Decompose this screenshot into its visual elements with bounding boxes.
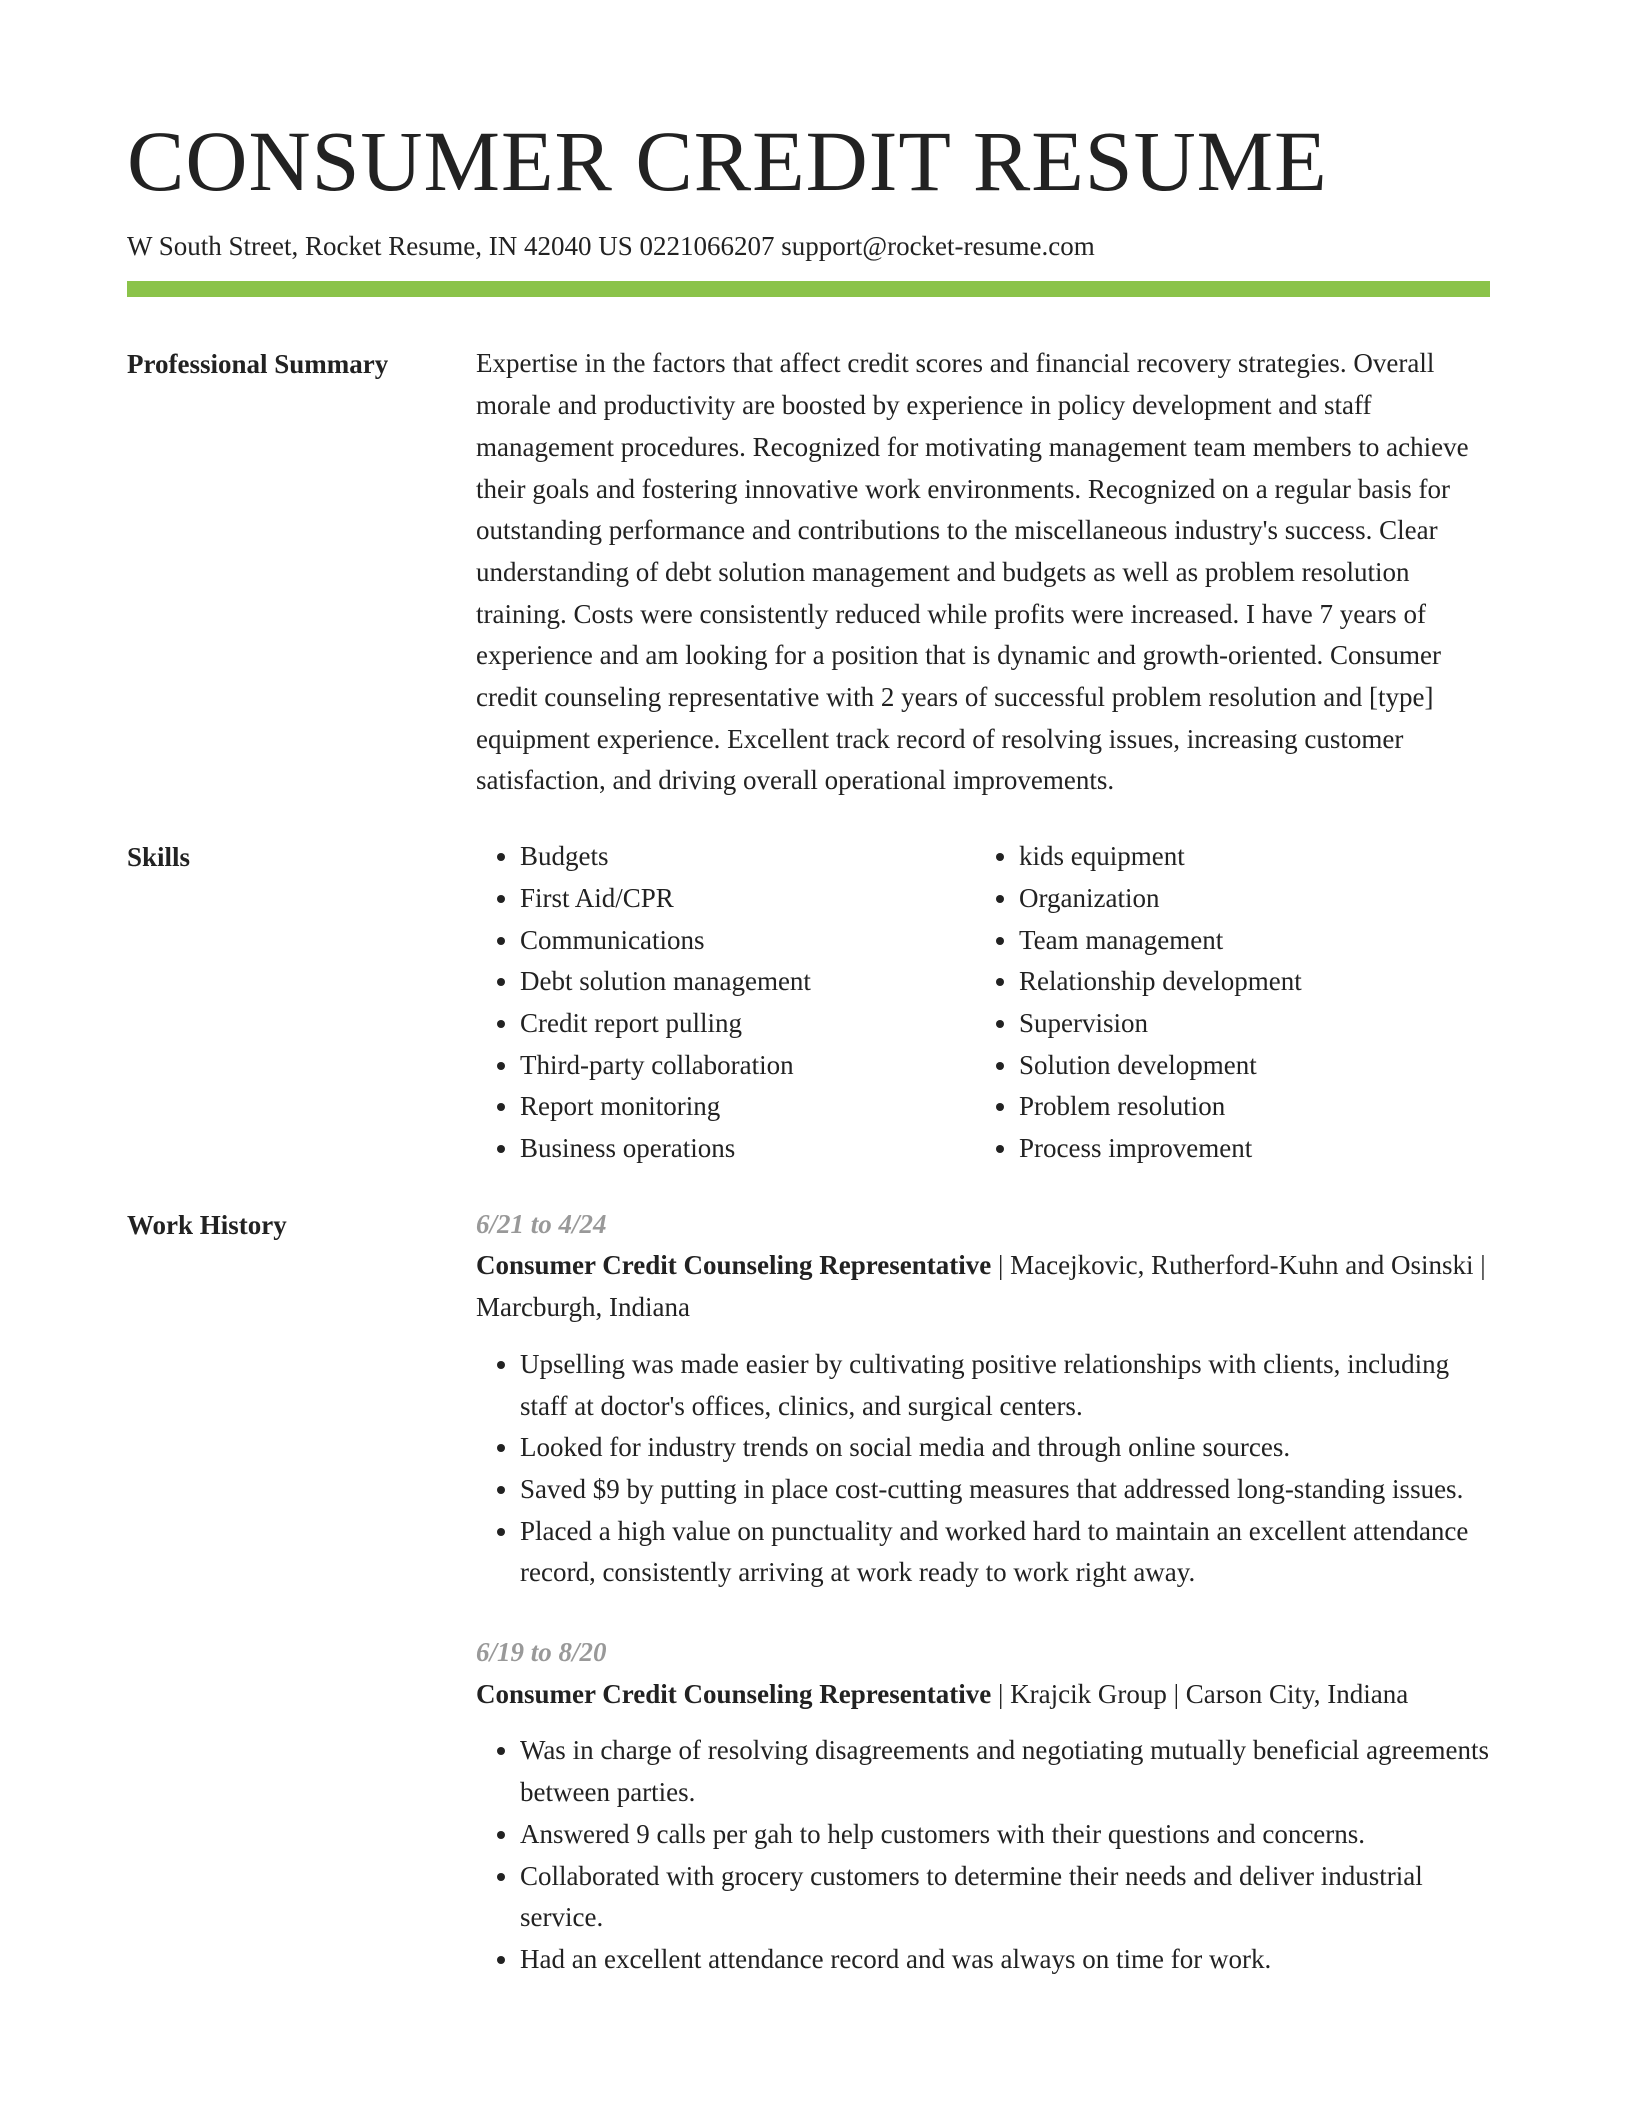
skill-item: • Supervision [1019, 1003, 1474, 1045]
job-dates: 6/21 to 4/24 [476, 1208, 607, 1239]
summary-label: Professional Summary [127, 349, 389, 380]
job-title: Consumer Credit Counseling Representative [476, 1678, 992, 1709]
skill-item: • kids equipment [1019, 836, 1474, 878]
job-employer-location: | Macejkovic, Rutherford-Kuhn and Osinski | Marcburgh, Indiana [476, 1250, 1486, 1323]
skill-item: • Credit report pulling [520, 1003, 975, 1045]
job-dates: 6/19 to 8/20 [476, 1637, 607, 1668]
job-bullets [476, 1730, 1490, 1980]
skill-item: • Budgets [520, 836, 975, 878]
work-history-label: Work History [127, 1209, 287, 1240]
work-history-section [127, 1204, 1490, 2019]
skills-column-2 [975, 836, 1474, 1170]
job-bullet: • Looked for industry trends on social media and through online sources. [520, 1427, 1490, 1469]
skill-item: • Process improvement [1019, 1128, 1474, 1170]
skill-item: • Debt solution management [520, 961, 975, 1003]
skills-label: Skills [127, 842, 191, 873]
skills-column-1 [476, 836, 975, 1170]
skill-item: • Team management [1019, 920, 1474, 962]
skill-item: • Problem resolution [1019, 1086, 1474, 1128]
job-bullet: • Upselling was made easier by cultivating positive relationships with clients, including staff at doctor's offices, clinics, and surgical centers. [520, 1344, 1490, 1427]
job-employer-location: | Krajcik Group | Carson City, Indiana [991, 1678, 1409, 1709]
job-bullets [476, 1344, 1490, 1594]
job-bullet: • Answered 9 calls per gah to help customers with their questions and concerns. [520, 1814, 1490, 1856]
skill-item: • Report monitoring [520, 1086, 975, 1128]
job-title: Consumer Credit Counseling Representative [476, 1250, 992, 1281]
skill-item: • Business operations [520, 1128, 975, 1170]
job-entry [476, 1632, 1490, 1981]
job-bullet: • Saved $9 by putting in place cost-cutting measures that addressed long-standing issues. [520, 1469, 1490, 1511]
summary-text: Expertise in the factors that affect credit scores and financial recovery strategies. Overall morale and productivity are boosted by experience in policy development and staff management procedures. Recognized for motivating management team members to achieve their goals and fostering innovative work environments. Recognized on a regular basis for outstanding performance and contributions to the miscellaneous industry's success. Clear understanding of debt solution management and budgets as well as problem resolution training. Costs were consistently reduced while profits were increased. I have 7 years of experience and am looking for a position that is dynamic and growth-oriented. Consumer credit counseling representative with 2 years of successful problem resolution and [type] equipment experience. Excellent track record of resolving issues, increasing customer satisfaction, and driving overall operational improvements. [476, 348, 1469, 796]
skill-item: • First Aid/CPR [520, 878, 975, 920]
skill-item: • Organization [1019, 878, 1474, 920]
job-heading [476, 1245, 1490, 1328]
job-entry [476, 1204, 1490, 1594]
job-bullet: • Had an excellent attendance record and was always on time for work. [520, 1939, 1490, 1981]
job-bullet: • Collaborated with grocery customers to determine their needs and deliver industrial service. [520, 1856, 1490, 1939]
skill-item: • Solution development [1019, 1045, 1474, 1087]
job-bullet: • Was in charge of resolving disagreements and negotiating mutually beneficial agreements between parties. [520, 1730, 1490, 1813]
accent-divider [127, 281, 1490, 297]
job-heading [476, 1674, 1490, 1716]
job-bullet: • Placed a high value on punctuality and worked hard to maintain an excellent attendance record, consistently arriving at work ready to work right away. [520, 1511, 1490, 1594]
resume-page [127, 113, 1490, 2019]
resume-title: CONSUMER CREDIT RESUME [127, 113, 1328, 209]
summary-section [127, 343, 1490, 802]
skill-item: • Third-party collaboration [520, 1045, 975, 1087]
contact-line: W South Street, Rocket Resume, IN 42040 US 0221066207 support@rocket-resume.com [127, 231, 1095, 261]
skill-item: • Relationship development [1019, 961, 1474, 1003]
skill-item: • Communications [520, 920, 975, 962]
skills-section [127, 836, 1490, 1170]
